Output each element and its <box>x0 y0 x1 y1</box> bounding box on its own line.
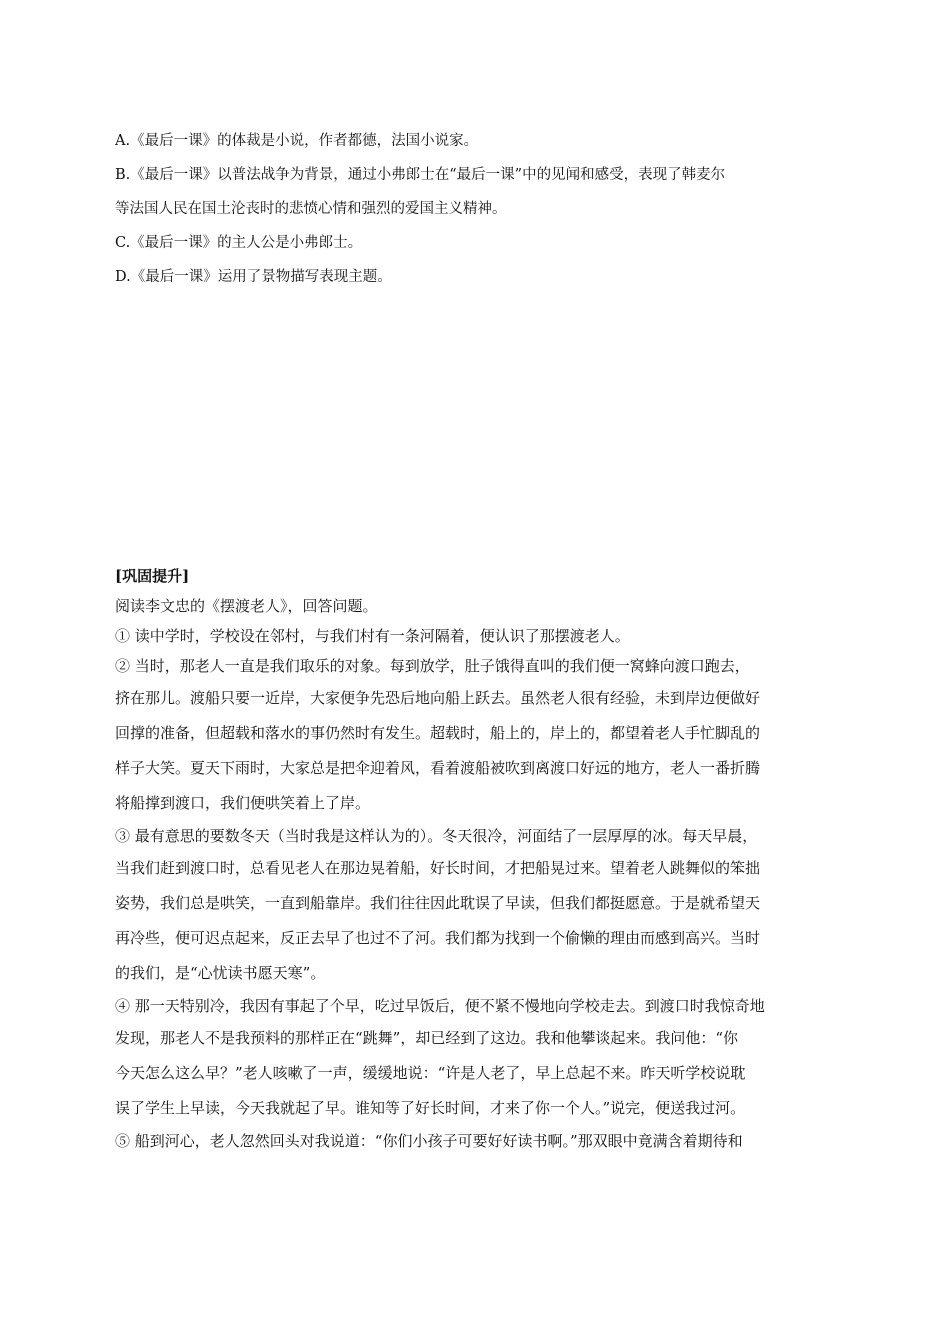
option-a-line-1: A.《最后一课》的体裁是小说，作者都德，法国小说家。 <box>115 133 479 149</box>
paragraph-2-line-3: 回撑的准备，但超载和落水的事仍然时有发生。超载时，船上的，岸上的，都望着老人手忙脚乱的 <box>115 724 761 742</box>
paragraph-4 <box>115 991 845 1126</box>
paragraph-2-line-4: 样子大笑。夏天下雨时，大家总是把伞迎着风，看着渡船被吹到离渡口好远的地方，老人一番折腾 <box>115 759 761 777</box>
paragraph-3-line-4: 再冷些，便可迟点起来，反正去早了也过不了河。我们都为找到一个偷懒的理由而感到高兴。当时 <box>115 929 761 947</box>
section-title: [巩固提升] <box>115 567 190 585</box>
option-b <box>115 158 845 226</box>
consolidation-section <box>115 561 845 1156</box>
reading-instruction: 阅读李文忠的《摆渡老人》，回答问题。 <box>115 597 378 615</box>
paragraph-5 <box>115 1126 845 1156</box>
option-b-line-1: B.《最后一课》以普法战争为背景，通过小弗郎士在“最后一课”中的见闻和感受，表现了韩麦尔 <box>115 167 726 183</box>
option-d <box>115 260 845 294</box>
paragraph-4-line-1: ④ 那一天特别冷，我因有事起了个早，吃过早饭后，便不紧不慢地向学校走去。到渡口时我惊奇地 <box>115 997 765 1015</box>
option-d-line-1: D.《最后一课》运用了景物描写表现主题。 <box>115 269 392 285</box>
paragraph-4-line-2: 发现，那老人不是我预料的那样正在“跳舞”，却已经到了这边。我和他攀谈起来。我问他：“你 <box>115 1029 739 1047</box>
option-b-line-2: 等法国人民在国土沦丧时的悲愤心情和强烈的爱国主义精神。 <box>115 201 507 217</box>
paragraph-3-line-2: 当我们赶到渡口时，总看见老人在那边晃着船，好长时间，才把船晃过来。望着老人跳舞似的笨拙 <box>115 859 761 877</box>
paragraph-3-line-1: ③ 最有意思的要数冬天（当时我是这样认为的）。冬天很冷，河面结了一层厚厚的冰。每天早晨， <box>115 827 758 845</box>
paragraph-2-line-1: ② 当时，那老人一直是我们取乐的对象。每到放学，肚子饿得直叫的我们便一窝蜂向渡口跑去， <box>115 657 750 675</box>
answer-options <box>115 124 845 294</box>
paragraph-3 <box>115 821 845 991</box>
option-a <box>115 124 845 158</box>
option-c-line-1: C.《最后一课》的主人公是小弗郎士。 <box>115 235 363 251</box>
paragraph-1-line-1: ① 读中学时，学校设在邻村，与我们村有一条河隔着，便认识了那摆渡老人。 <box>115 627 630 645</box>
paragraph-2-line-2: 挤在那儿。渡船只要一近岸，大家便争先恐后地向船上跃去。虽然老人很有经验，未到岸边便做好 <box>115 689 761 707</box>
paragraph-2 <box>115 651 845 821</box>
paragraph-3-line-3: 姿势，我们总是哄笑，一直到船靠岸。我们往往因此耽误了早读，但我们都挺愿意。于是就希望天 <box>115 894 761 912</box>
paragraph-4-line-4: 误了学生上早读，今天我就起了早。谁知等了好长时间，才来了你一个人。”说完，便送我过河。 <box>115 1099 746 1117</box>
paragraph-2-line-5: 将船撑到渡口，我们便哄笑着上了岸。 <box>115 794 371 812</box>
paragraph-4-line-3: 今天怎么这么早？”老人咳嗽了一声，缓缓地说：“许是人老了，早上总起不来。昨天听学校说耽 <box>115 1064 746 1082</box>
paragraph-3-line-5: 的我们，是“心忧读书愿天寒”。 <box>115 964 326 982</box>
paragraph-5-line-1: ⑤ 船到河心，老人忽然回头对我说道：“你们小孩子可要好好读书啊。”那双眼中竟满含着期待和 <box>115 1132 743 1150</box>
option-c <box>115 226 845 260</box>
paragraph-1 <box>115 621 845 651</box>
